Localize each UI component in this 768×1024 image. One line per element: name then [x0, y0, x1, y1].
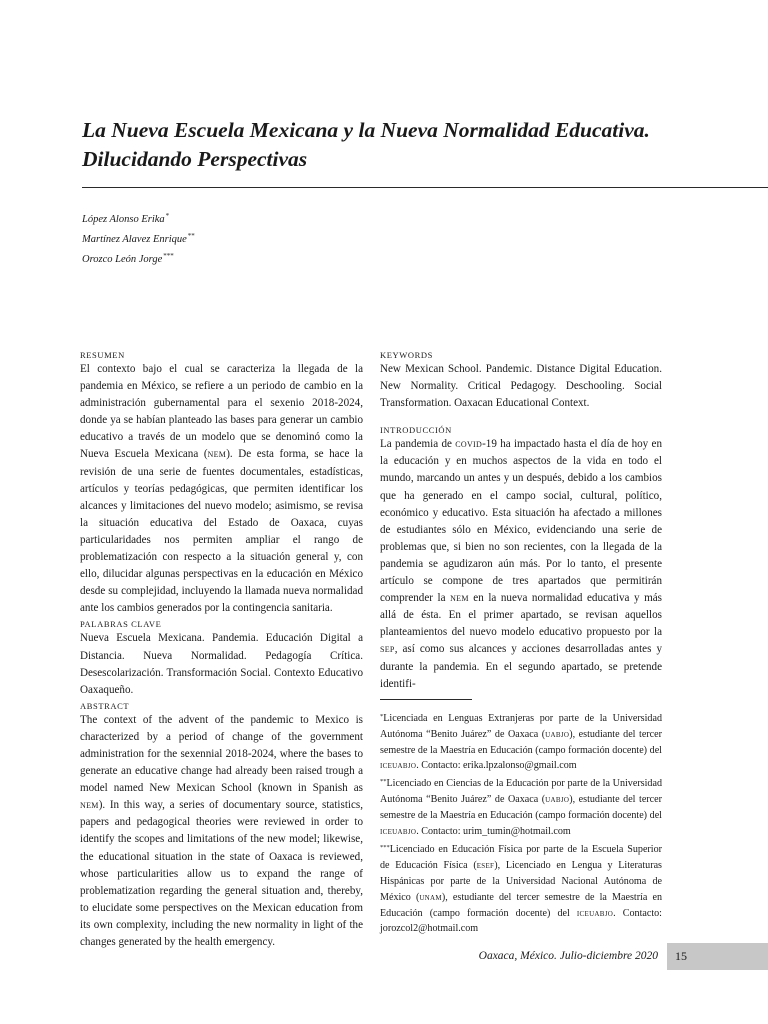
footnote [380, 709, 662, 775]
article-title: La Nueva Escuela Mexicana y la Nueva Normalidad Educativa. Dilucidando Perspectivas [82, 118, 650, 171]
abstract-text: The context of the advent of the pandemic to Mexico is characterized by a period of change of the government administration for the sexennial 2018-2024, where the bases to generate an educative change had already been raised trough a model named New Mexican School (known in Spanish as nem). In this way, a series of documentary source, statistics, papers and pedagogical theories were reviewed in order to identify the scopes and limitations of the new model; likewise, the educational situation in the state of Oaxaca is reviewed, whose particularities allow us to expand the range of problematization regarding the general situation and, thereby, to elucidate some perspectives on the Mexican education from its own complexity, including the new normality in light of the changes generated by the health emergency. [80, 713, 363, 948]
author-name: Orozco León Jorge [82, 254, 163, 265]
author-name: López Alonso Erika [82, 214, 165, 225]
resumen-text: El contexto bajo el cual se caracteriza la llegada de la pandemia en México, se refiere a un periodo de cambio en la administración gubernamental para el sexenio 2018-2024, donde ya se habían planteado las bases para generar un cambio educativo a través de un modelo que se denominó como la Nueva Escuela Mexicana (nem). De esta forma, se hace la revisión de una serie de fuentes documentales, estadísticas, artículos y teorías pedagógicas, que permiten identificar los alcances y limitaciones del nuevo modelo; asimismo, se revisa la situación educativa del Estado de Oaxaca, cuyas particularidades nos permiten ampliar el rango de problematización con respecto a la situación general y, con ello, dilucidar algunas perspectivas en la educación en México desde su complejidad, incluyendo la llamada nueva normalidad ante los cambios generados por la contingencia sanitaria. [80, 363, 363, 615]
author-footnote-mark: *** [163, 252, 174, 260]
author-line [82, 228, 195, 248]
author-footnote-mark: ** [187, 232, 195, 240]
footnote-text: Licenciado en Ciencias de la Educación por parte de la Universidad Autónoma “Benito Juárez” de Oaxaca (uabjo), estudiante del tercer semestre de la Maestría en Educación (campo formación docente) del iceuabjo. Contacto: urim_tumin@hotmail.com [380, 778, 662, 838]
introduccion-heading: INTRODUCCIÓN [380, 425, 452, 436]
keywords-text: New Mexican School. Pandemic. Distance Digital Education. New Normality. Critical Pedagogy. Deschooling. Social Transformation. Oaxacan Educational Context. [380, 363, 662, 410]
keywords-heading: KEYWORDS [380, 350, 433, 360]
palabras-clave-text: Nueva Escuela Mexicana. Pandemia. Educación Digital a Distancia. Nueva Normalidad. Pedagogía Crítica. Desescolarización. Transformación Social. Contexto Educativo Oaxaqueño. [80, 632, 363, 696]
author-line [82, 248, 195, 268]
footnote-divider [380, 699, 472, 700]
footnote-mark: * [380, 712, 384, 720]
author-footnote-mark: * [165, 212, 170, 220]
author-name: Martínez Alavez Enrique [82, 234, 187, 245]
running-footer: Oaxaca, México. Julio-diciembre 2020 [478, 950, 658, 962]
introduccion-text: La pandemia de covid-19 ha impactado hasta el día de hoy en la educación y en muchos aspectos de la vida en todo el mundo, marcando un antes y un después, debido a los cambios que ha generado en el campo social, cultural, político, económico y educativo. Esta situación ha afectado a millones de estudiantes sólo en México, evidenciando una serie de problemas que, si bien no son recientes, con la llegada de la pandemia se agudizaron aún más. Por lo tanto, el presente artículo se compone de tres apartados que permitirán comprender la nem en la nueva normalidad educativa y más allá de ésta. En el primer apartado, se revisan aquellos planteamientos del nuevo modelo educativo propuesto por la sep, así como sus alcances y acciones desarrolladas antes y durante la pandemia. En el segundo apartado, se pretende identifi- [380, 438, 662, 690]
footnote-text: Licenciado en Educación Física por parte de la Escuela Superior de Educación Física (esef), Licenciado en Lengua y Literaturas Hispánicas por parte de la Universidad Nacional Autónoma de México (unam), estudiante del tercer semestre de la Maestría en Educación (campo formación docente) del iceuabjo. Contacto: jorozcol2@hotmail.com [380, 843, 662, 935]
author-line [82, 208, 195, 228]
author-list [82, 208, 195, 268]
footnote [380, 774, 662, 840]
right-column [380, 349, 662, 937]
resumen-heading: RESUMEN [80, 350, 125, 360]
abstract-heading: ABSTRACT [80, 700, 130, 711]
footnote-mark: *** [380, 843, 390, 851]
left-column [80, 349, 363, 951]
footnote [380, 840, 662, 937]
footnote-mark: ** [380, 778, 387, 786]
page-number: 15 [675, 949, 687, 963]
title-divider [82, 187, 768, 188]
palabras-clave-heading: PALABRAS CLAVE [80, 619, 162, 630]
page-number-box [664, 943, 768, 970]
footnote-text: Licenciada en Lenguas Extranjeras por parte de la Universidad Autónoma “Benito Juárez” de Oaxaca (uabjo), estudiante del tercer semestre de la Maestría en Educación (campo formación docente) del iceuabjo. Contacto: erika.lpzalonso@gmail.com [380, 712, 662, 772]
